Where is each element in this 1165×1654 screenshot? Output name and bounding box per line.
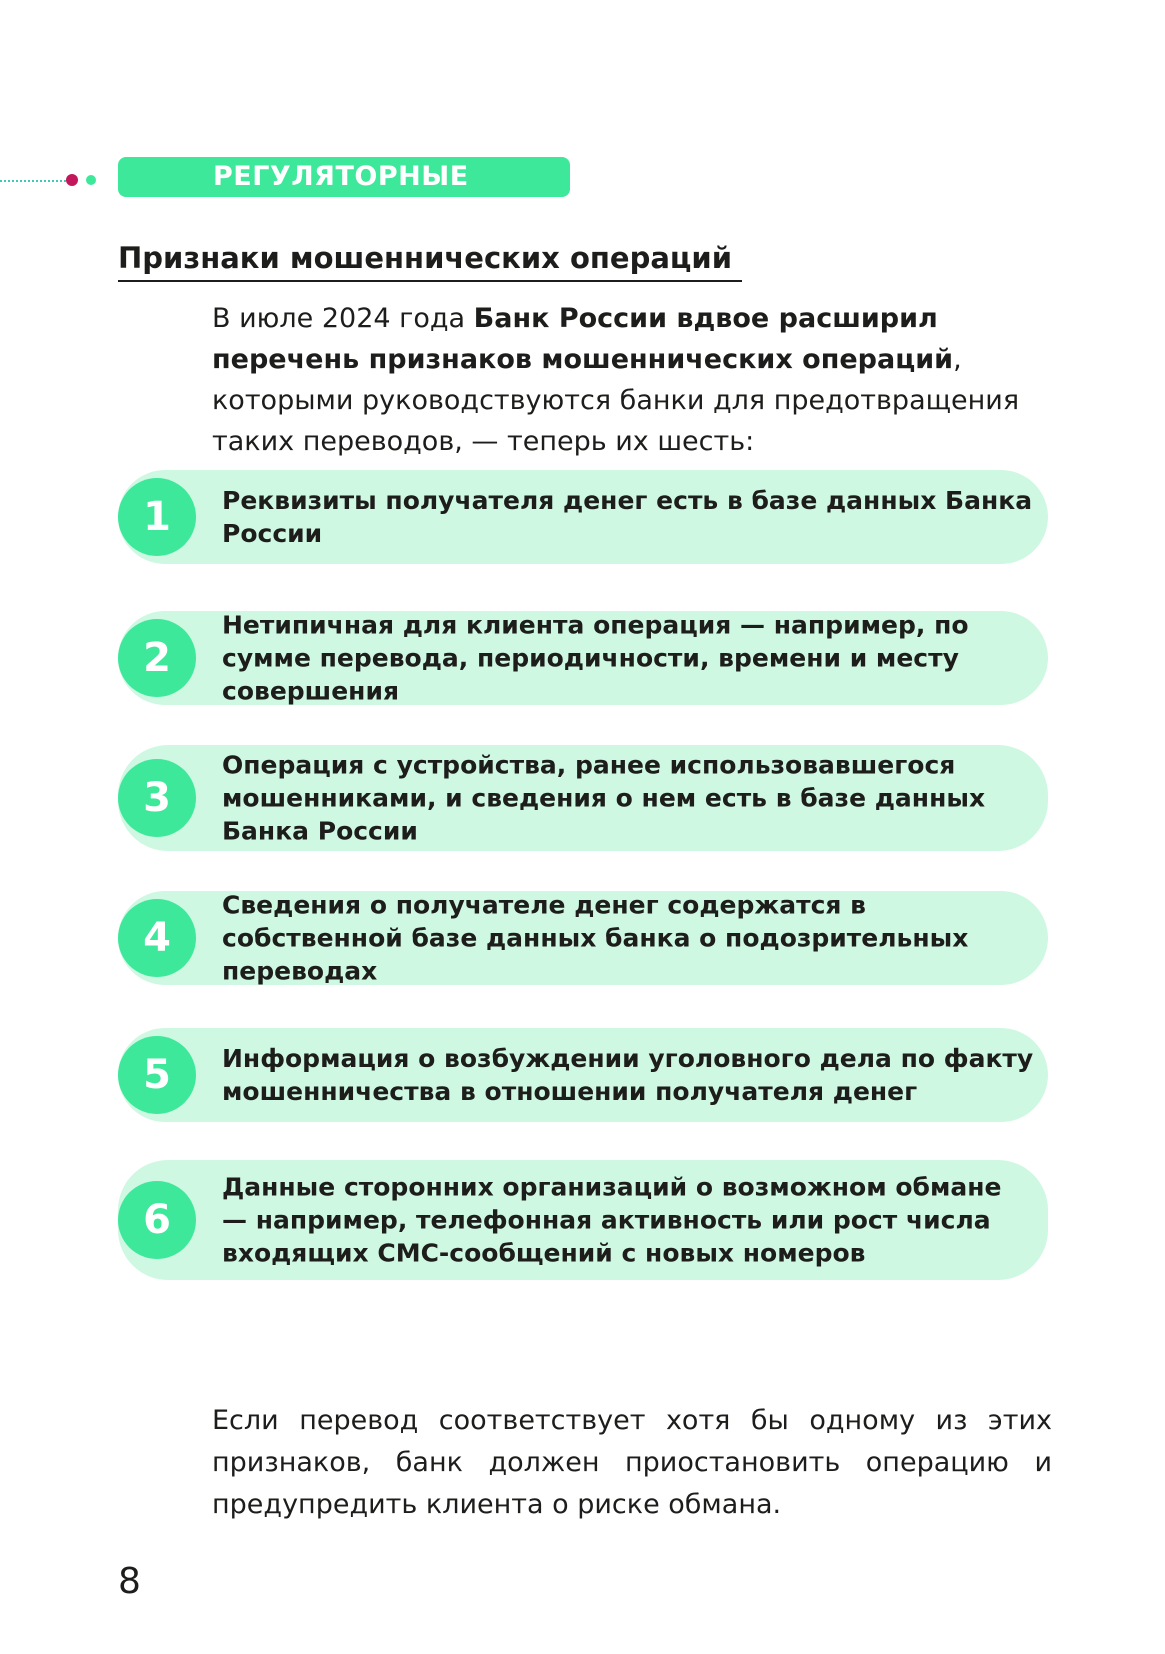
criterion-item-1: [118, 470, 1048, 564]
page-number: 8: [118, 1561, 141, 1602]
criterion-text: Сведения о получателе денег содержатся в собственной базе данных банка о подозрительных переводах: [222, 890, 969, 986]
criterion-text: Реквизиты получателя денег есть в базе данных Банка России: [222, 486, 1033, 548]
criterion-text: Данные сторонних организаций о возможном обмане — например, телефонная активность или рост числа входящих СМС-сообщений с новых номеров: [222, 1172, 1002, 1268]
section-badge: РЕГУЛЯТОРНЫЕ: [118, 157, 570, 197]
criterion-number-badge: 1: [118, 478, 196, 556]
green-dot-decoration: [86, 175, 96, 185]
intro-text-bold: Банк России вдвое расширил перечень признаков мошеннических операций: [212, 303, 954, 375]
criterion-item-6: [118, 1160, 1048, 1280]
pink-dot-decoration: [66, 174, 78, 186]
intro-text-end: , которыми руководствуются банки для предотвращения таких переводов, — теперь их шесть:: [212, 344, 1020, 457]
page-title: Признаки мошеннических операций: [118, 240, 742, 282]
criterion-item-5: [118, 1028, 1048, 1122]
criterion-item-4: [118, 891, 1048, 985]
criterion-text: Операция с устройства, ранее использовавшегося мошенниками, и сведения о нем есть в базе данных Банка России: [222, 750, 986, 846]
intro-text-start: В июле 2024 года: [212, 303, 474, 334]
criterion-number-badge: 2: [118, 619, 196, 697]
criterion-number-badge: 5: [118, 1036, 196, 1114]
dotted-line-decoration: [0, 180, 70, 182]
intro-paragraph: [212, 298, 1052, 462]
criterion-number-badge: 6: [118, 1181, 196, 1259]
conclusion-paragraph: Если перевод соответствует хотя бы одному из этих признаков, банк должен приостановить операцию и предупредить клиента о риске обмана.: [212, 1405, 1052, 1520]
criterion-text: Информация о возбуждении уголовного дела по факту мошенничества в отношении получателя денег: [222, 1044, 1034, 1106]
criterion-number-badge: 3: [118, 759, 196, 837]
criterion-item-3: [118, 745, 1048, 851]
criterion-number-badge: 4: [118, 899, 196, 977]
criterion-item-2: [118, 611, 1048, 705]
criterion-text: Нетипичная для клиента операция — например, по сумме перевода, периодичности, времени и месту совершения: [222, 610, 969, 706]
